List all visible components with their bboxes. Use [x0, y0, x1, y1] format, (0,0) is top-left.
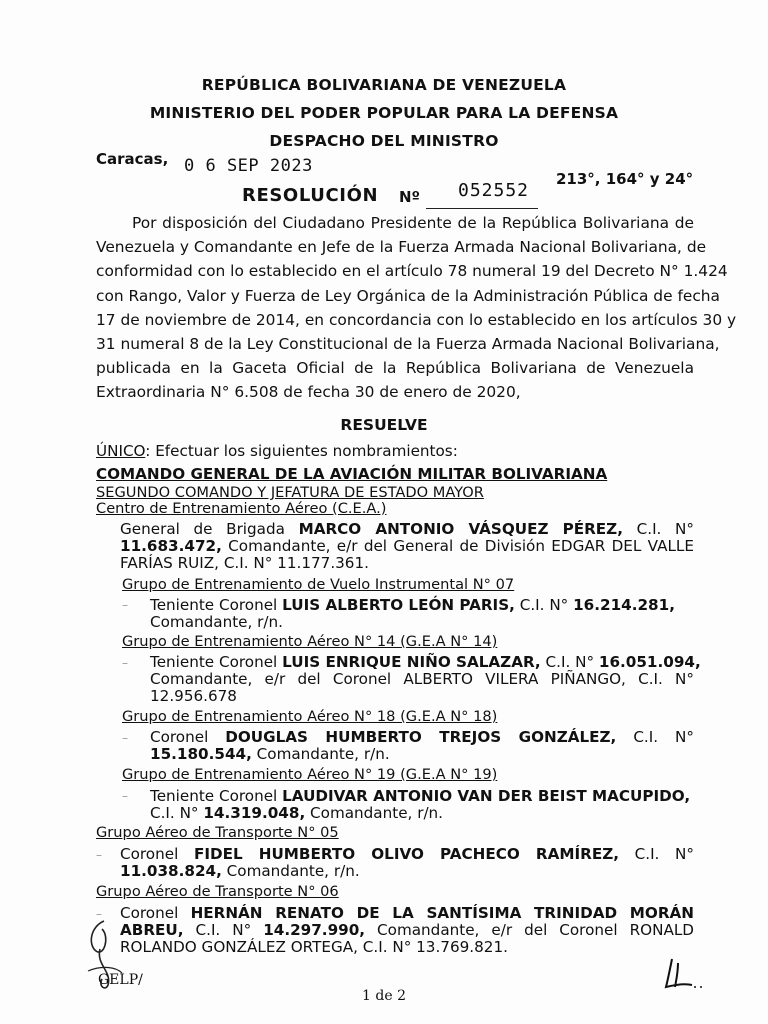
resolution-number: 052552	[458, 180, 530, 201]
entry-line: ABREU, C.I. N° 14.297.990, Comandante, e/r del Coronel RONALD	[120, 921, 694, 939]
resolution-number-underline	[426, 208, 538, 209]
resolution-no: Nº	[399, 188, 421, 206]
preamble-line: conformidad con lo establecido en el artículo 78 numeral 19 del Decreto N° 1.424	[96, 262, 728, 281]
unico-text: : Efectuar los siguientes nombramientos:	[145, 442, 458, 460]
dash-mark: –	[122, 789, 128, 803]
entry-line: C.I. N° 14.319.048, Comandante, r/n.	[150, 804, 444, 822]
preamble-line: 31 numeral 8 de la Ley Constitucional de la Fuerza Armada Nacional Bolivariana,	[96, 335, 720, 354]
entry-line: Coronel FIDEL HUMBERTO OLIVO PACHECO RAMÍREZ, C.I. N°	[120, 845, 694, 863]
preamble-line: Venezuela y Comandante en Jefe de la Fuerza Armada Nacional Bolivariana, de	[96, 238, 707, 257]
resolution-label: RESOLUCIÓN	[242, 185, 379, 206]
appointment-entry	[150, 597, 694, 631]
date-stamp: 0 6 SEP 2023	[184, 156, 313, 176]
dash-mark: –	[122, 731, 128, 745]
subcommand-heading: SEGUNDO COMANDO Y JEFATURA DE ESTADO MAYOR	[96, 484, 484, 501]
entry-line: Comandante, e/r del Coronel ALBERTO VILERA PIÑANGO, C.I. N°	[150, 670, 694, 688]
header-office: DESPACHO DEL MINISTRO	[269, 132, 499, 150]
group-heading: Grupo Aéreo de Transporte N° 06	[96, 883, 339, 900]
group-heading: Grupo de Entrenamiento Aéreo N° 19 (G.E.A N° 19)	[122, 766, 498, 783]
preamble-line: con Rango, Valor y Fuerza de Ley Orgánica de la Administración Pública de fecha	[96, 286, 720, 305]
resuelve-heading: RESUELVE	[340, 416, 428, 434]
preamble-line: Extraordinaria N° 6.508 de fecha 30 de enero de 2020,	[96, 383, 521, 402]
entry-line: General de Brigada MARCO ANTONIO VÁSQUEZ PÉREZ, C.I. N°	[120, 520, 694, 538]
group-heading: Grupo de Entrenamiento Aéreo N° 14 (G.E.A N° 14)	[122, 633, 498, 650]
preamble-paragraph	[96, 211, 737, 405]
header-ministry: MINISTERIO DEL PODER POPULAR PARA LA DEFENSA	[149, 104, 619, 122]
unico-label: ÚNICO	[96, 442, 146, 460]
entry-line: Coronel HERNÁN RENATO DE LA SANTÍSIMA TRINIDAD MORÁN	[120, 904, 694, 922]
entry-line: ROLANDO GONZÁLEZ ORTEGA, C.I. N° 13.769.821.	[120, 938, 508, 956]
dash-mark: –	[96, 907, 102, 921]
drafter-initials: GELP/	[98, 972, 143, 988]
entry-line: FARÍAS RUIZ, C.I. N° 11.177.361.	[120, 554, 369, 572]
group-heading: Grupo de Entrenamiento Aéreo N° 18 (G.E.A N° 18)	[122, 708, 498, 725]
unico-line	[96, 442, 458, 460]
entry-line: Teniente Coronel LAUDIVAR ANTONIO VAN DER BEIST MACUPIDO,	[150, 787, 691, 805]
entry-line: Coronel DOUGLAS HUMBERTO TREJOS GONZÁLEZ, C.I. N°	[150, 728, 694, 746]
entry-line: Teniente Coronel LUIS ALBERTO LEÓN PARIS, C.I. N° 16.214.281,	[150, 596, 675, 614]
dash-mark: –	[122, 598, 128, 612]
header-republic: REPÚBLICA BOLIVARIANA DE VENEZUELA	[201, 76, 567, 94]
appointment-entry	[150, 788, 694, 822]
page-number: 1 de 2	[362, 988, 406, 1004]
appointment-entry	[150, 653, 701, 705]
entry-line: 12.956.678	[150, 687, 237, 705]
appointment-entry	[120, 846, 694, 880]
entry-line: Teniente Coronel LUIS ENRIQUE NIÑO SALAZAR, C.I. N° 16.051.094,	[150, 653, 701, 671]
command-heading: COMANDO GENERAL DE LA AVIACIÓN MILITAR BOLIVARIANA	[96, 465, 608, 483]
group-heading: Grupo de Entrenamiento de Vuelo Instrumental N° 07	[122, 576, 515, 593]
preamble-line: Por disposición del Ciudadano Presidente de la República Bolivariana de	[132, 214, 694, 232]
appointment-entry	[150, 729, 694, 763]
preamble-line: publicada en la Gaceta Oficial de la República Bolivariana de Venezuela	[96, 359, 694, 378]
place-label: Caracas,	[96, 150, 169, 168]
entry-line: 15.180.544, Comandante, r/n.	[150, 745, 390, 763]
center-heading: Centro de Entrenamiento Aéreo (C.E.A.)	[96, 500, 387, 517]
years-label: 213°, 164° y 24°	[556, 170, 694, 188]
entry-line: 11.683.472, Comandante, e/r del General de División EDGAR DEL VALLE	[120, 537, 694, 555]
dash-mark: –	[96, 848, 102, 862]
preamble-line: 17 de noviembre de 2014, en concordancia con lo establecido en los artículos 30 y	[96, 310, 737, 329]
entry-line: Comandante, r/n.	[150, 613, 283, 631]
appointment-entry	[120, 905, 694, 956]
appointment-entry	[120, 521, 694, 572]
group-heading: Grupo Aéreo de Transporte N° 05	[96, 824, 339, 841]
dash-mark: –	[122, 656, 128, 670]
entry-line: 11.038.824, Comandante, r/n.	[120, 862, 360, 880]
